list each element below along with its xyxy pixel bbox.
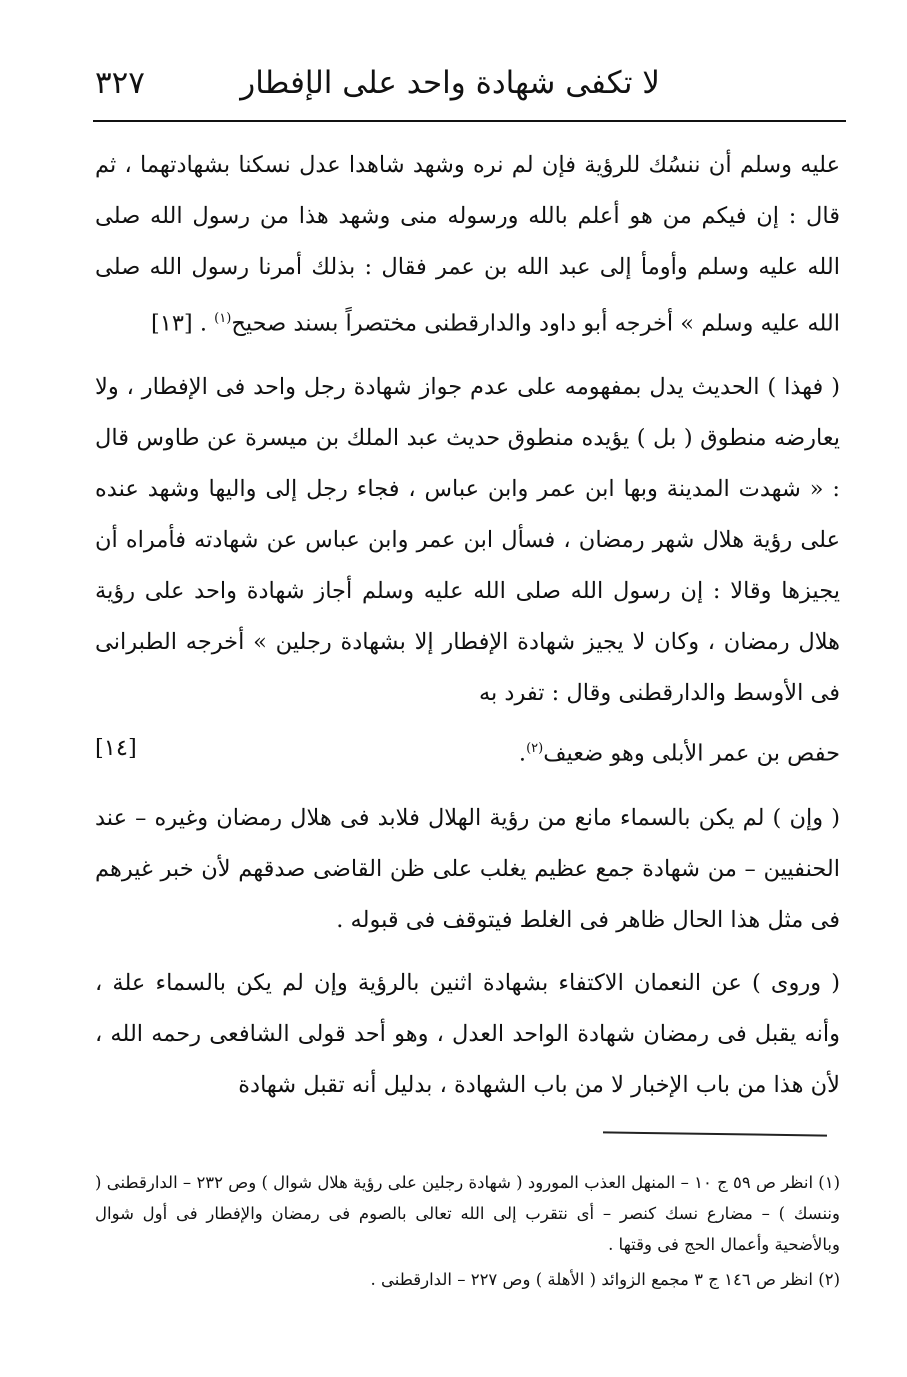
- paragraph-2-body: [95, 362, 840, 719]
- paragraph-2: [95, 362, 840, 780]
- footnote-rule: [603, 1131, 827, 1136]
- book-page: [95, 55, 840, 1355]
- main-text: [95, 140, 840, 1123]
- running-title: لا تكفى شهادة واحد على الإفطار: [240, 65, 660, 101]
- paragraph-2-last-line-text: [519, 723, 840, 780]
- footnote-mark-2: (٢): [526, 740, 544, 756]
- header-rule: [93, 120, 846, 122]
- reference-number-13: [١٣]: [150, 310, 193, 337]
- paragraph-1: [95, 140, 840, 350]
- paragraph-2-text: ( فهذا ) الحديث يدل بمفهومه على عدم جواز شهادة رجل واحد فى الإفطار ، ولا يعارضه منطوق ( بل ) يؤيده منطوق حديث عبد الملك بن ميسرة عن طاوس قال : « شهدت المدينة وبها ابن عمر وابن عباس ، فجاء رجل إلى واليها وشهد عنده على رؤية هلال شهر رمضان ، فسأل ابن عمر وابن عباس عن شهادته فأمراه أن يجيزها وقالا : إن رسول الله صلى الله عليه وسلم أجاز شهادة واحد على رؤية هلال رمضان ، وكان لا يجيز شهادة الإفطار إلا بشهادة رجلين » أخرجه الطبرانى فى الأوسط والدارقطنى وقال : تفرد به: [95, 373, 840, 706]
- running-header: [95, 55, 840, 113]
- paragraph-4-text: ( وروى ) عن النعمان الاكتفاء بشهادة اثنين بالرؤية وإن لم يكن بالسماء علة ، وأنه يقبل فى رمضان شهادة الواحد العدل ، وهو أحد قولى الشافعى رحمه الله ، لأن هذا من باب الإخبار لا من باب الشهادة ، بدليل أنه تقبل شهادة: [95, 970, 841, 1098]
- paragraph-2-last-text: حفص بن عمر الأبلى وهو ضعيف: [543, 740, 840, 766]
- paragraph-3-text: ( وإن ) لم يكن بالسماء مانع من رؤية الهلال فلابد فى هلال رمضان وغيره – عند الحنفيين – من شهادة جمع عظيم يغلب على ظن القاضى صدقهم لأن خبر غيرهم فى مثل هذا الحال ظاهر فى الغلط فيتوقف فى قبوله .: [95, 805, 840, 933]
- reference-number-14: [١٤]: [95, 734, 137, 761]
- paragraph-1-text: عليه وسلم أن ننسُك للرؤية فإن لم نره وشهد شاهدا عدل نسكنا بشهادتهما ، ثم قال : إن فيكم من هو أعلم بالله ورسوله منى وشهد هذا من رسول الله صلى الله عليه وسلم وأومأ إلى عبد الله بن عمر فقال : بذلك أمرنا رسول الله صلى الله عليه وسلم » أخرجه أبو داود والدارقطنى مختصراً بسند صحيح: [95, 152, 840, 337]
- footnote-mark-1: (١): [214, 311, 232, 326]
- footnote-1: (١) انظر ص ٥٩ ج ١٠ – المنهل العذب المورود ( شهادة رجلين على رؤية هلال شوال ) وص ٢٣٢ – الدارقطنى ( وننسك ) – مضارع نسك كنصر – أى نتقرب إلى الله تعالى بالصوم فى رمضان والإفطار فى أول شوال وبالأضحية وأعمال الحج فى وقتها .: [95, 1173, 841, 1254]
- paragraph-2-last-line: [95, 723, 840, 780]
- paragraph-4: [95, 958, 840, 1111]
- paragraph-1-tail: .: [199, 310, 215, 337]
- footnote-2: (٢) انظر ص ١٤٦ ج ٣ مجمع الزوائد ( الأهلة ) وص ٢٢٧ – الدارقطنى .: [370, 1270, 840, 1289]
- paragraph-3: [95, 793, 840, 946]
- page-number: ٣٢٧: [95, 65, 145, 101]
- footnotes: [95, 1167, 840, 1299]
- paragraph-2-tail: .: [518, 740, 527, 766]
